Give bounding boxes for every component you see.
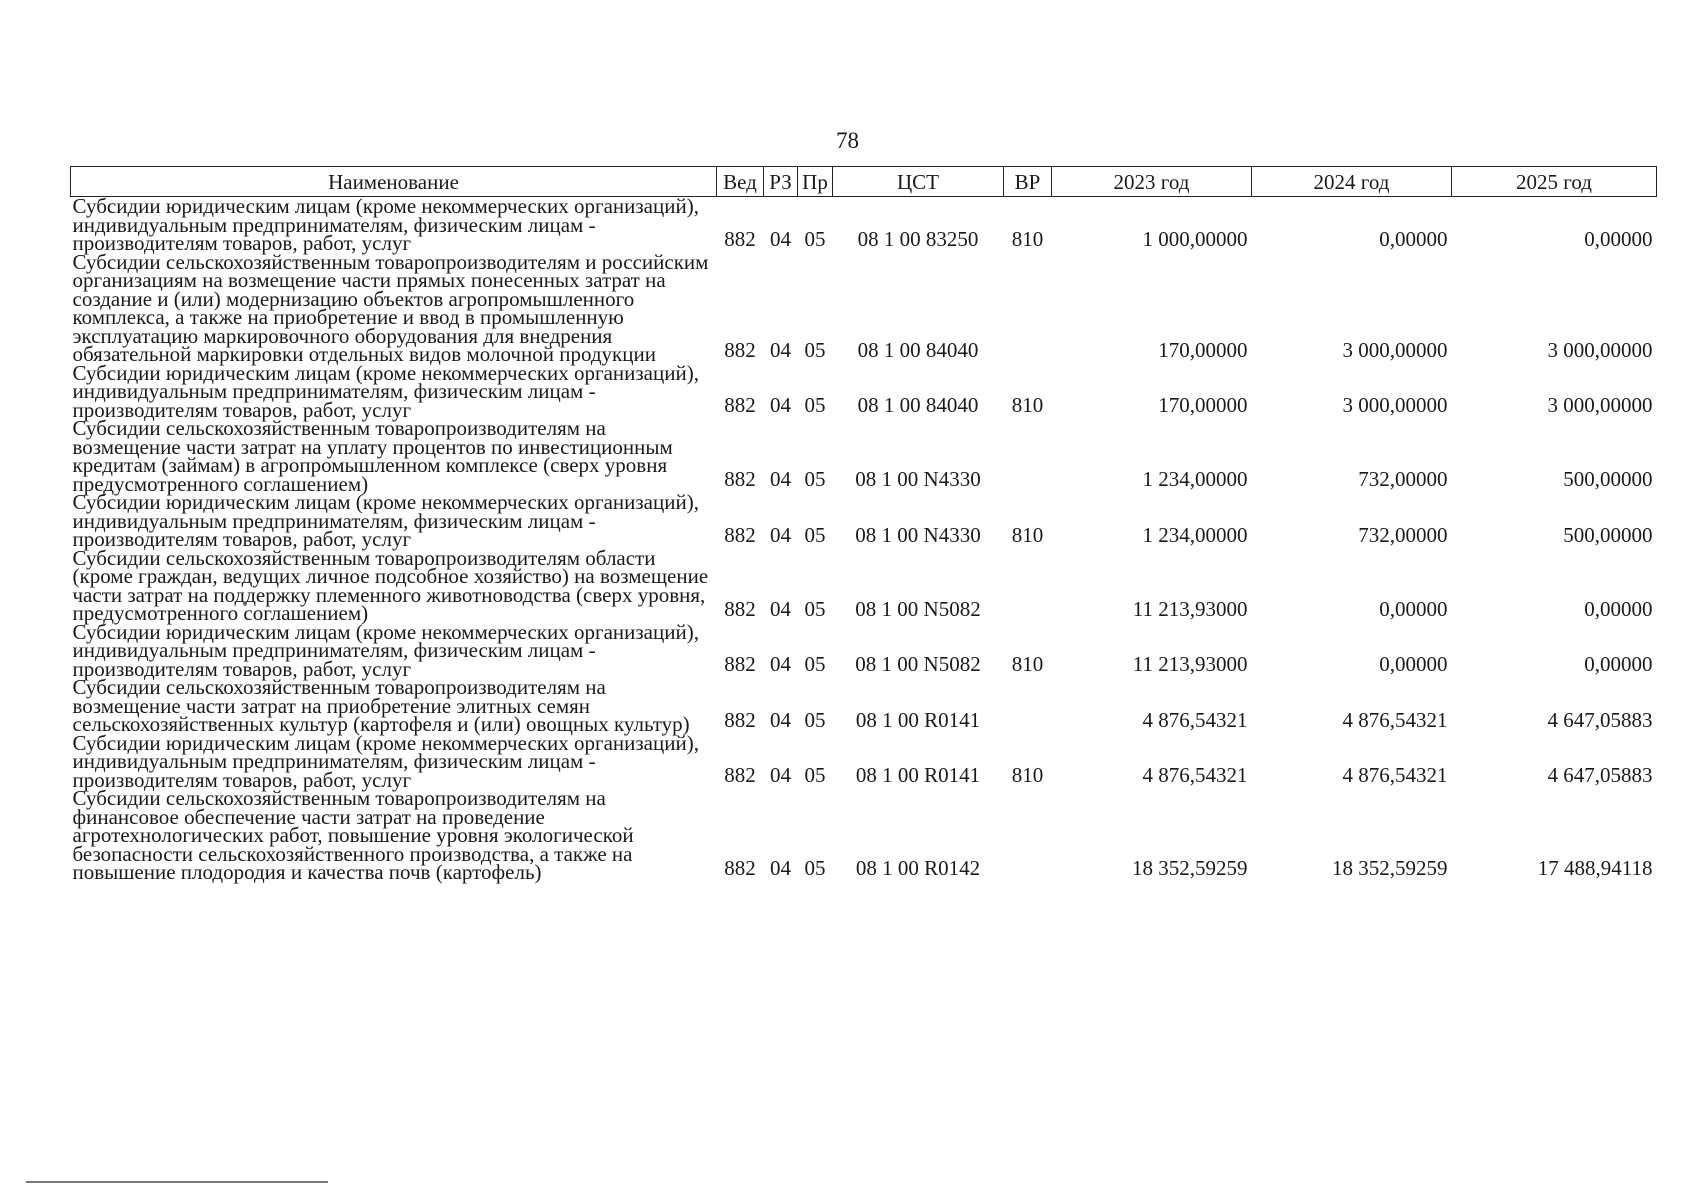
row-cst: 08 1 00 N4330 — [855, 522, 981, 547]
header-cst: ЦСТ — [833, 167, 1004, 197]
row-name: Субсидии юридическим лицам (кроме некоммерческих организаций), индивидуальным предпринимателям, физическим лицам - производителям товаров, работ, услуг — [72, 194, 699, 255]
row-2023: 1 234,00000 — [1142, 467, 1248, 491]
row-pr: 05 — [804, 522, 826, 547]
row-2024: 4 876,54321 — [1342, 707, 1448, 732]
bottom-rule — [26, 1181, 328, 1183]
row-2023: 170,00000 — [1158, 393, 1248, 417]
row-ved: 882 — [724, 707, 756, 732]
row-cst: 08 1 00 N4330 — [855, 467, 981, 491]
row-rz: 04 — [770, 652, 791, 676]
row-2023: 4 876,54321 — [1142, 763, 1248, 787]
row-rz: 04 — [770, 226, 791, 251]
table-header — [71, 167, 1657, 197]
row-pr: 05 — [804, 467, 826, 491]
row-name: Субсидии юридическим лицам (кроме некоммерческих организаций), индивидуальным предпринимателям, физическим лицам - производителям товаров, работ, услуг — [72, 360, 699, 422]
row-name: Субсидии сельскохозяйственным товаропроизводителям и российским организациям на возмещение части прямых понесенных затрат на создание и (или) модернизацию объектов агропромышленного комплекса, а также на приобретение и ввод в промышленную эксплуатацию маркировочного оборудования для внедрения обязательной маркировки отдельных видов молочной продукции — [72, 249, 709, 366]
row-pr: 05 — [804, 226, 826, 251]
table-row — [71, 678, 1657, 734]
row-name: Субсидии юридическим лицам (кроме некоммерческих организаций), индивидуальным предпринимателям, физическим лицам - производителям товаров, работ, услуг — [72, 619, 699, 681]
header-name: Наименование — [71, 167, 717, 197]
budget-table — [70, 166, 1657, 882]
row-vr: 810 — [1011, 652, 1044, 676]
row-rz: 04 — [770, 393, 791, 417]
row-2025: 0,00000 — [1584, 596, 1653, 621]
row-vr: 810 — [1011, 393, 1044, 417]
header-row — [71, 167, 1657, 197]
row-pr: 05 — [804, 393, 826, 417]
row-2024: 3 000,00000 — [1342, 393, 1448, 417]
row-name: Субсидии сельскохозяйственным товаропроизводителям области (кроме граждан, ведущих личное подсобное хозяйство) на возмещение части затрат на поддержку племенного животноводства (сверх уровня, предусмотренного соглашением) — [72, 545, 709, 625]
page-number: 78 — [836, 128, 859, 153]
row-ved: 882 — [724, 393, 756, 417]
row-pr: 05 — [804, 763, 826, 787]
row-vr — [1004, 419, 1052, 493]
row-2025: 4 647,05883 — [1547, 707, 1653, 732]
header-2023: 2023 год — [1052, 167, 1252, 197]
table-body — [71, 194, 1657, 884]
row-2023: 170,00000 — [1158, 337, 1248, 362]
row-cst: 08 1 00 84040 — [857, 337, 979, 362]
row-rz: 04 — [770, 522, 791, 547]
row-cst: 08 1 00 83250 — [857, 226, 979, 251]
row-ved: 882 — [724, 337, 756, 362]
row-2024: 732,00000 — [1358, 467, 1448, 491]
row-2024: 0,00000 — [1379, 652, 1448, 676]
row-2024: 4 876,54321 — [1342, 763, 1448, 787]
row-2024: 3 000,00000 — [1342, 337, 1448, 362]
row-vr: 810 — [1011, 226, 1044, 251]
row-rz: 04 — [770, 763, 791, 787]
row-ved: 882 — [724, 467, 756, 491]
row-pr: 05 — [804, 855, 826, 880]
row-name: Субсидии сельскохозяйственным товаропроизводителям на финансовое обеспечение части затрат на проведение агротехнологических работ, повышение уровня экологической безопасности сельскохозяйственного производства, а также на повышение плодородия и качества почв (картофель) — [72, 786, 634, 884]
header-pr: Пр — [798, 167, 833, 197]
row-2025: 500,00000 — [1563, 467, 1653, 491]
row-ved: 882 — [724, 522, 756, 547]
row-vr — [1004, 549, 1052, 623]
row-name: Субсидии сельскохозяйственным товаропроизводителям на возмещение части затрат на приобретение элитных семян сельскохозяйственных культур (картофеля и (или) овощных культур) — [72, 675, 690, 736]
row-2024: 0,00000 — [1379, 226, 1448, 251]
row-2023: 4 876,54321 — [1142, 707, 1248, 732]
row-ved: 882 — [724, 596, 756, 621]
table-row — [71, 419, 1657, 493]
row-2023: 1 234,00000 — [1142, 522, 1248, 547]
row-ved: 882 — [724, 226, 756, 251]
row-ved: 882 — [724, 855, 756, 880]
row-rz: 04 — [770, 707, 791, 732]
table-row — [71, 549, 1657, 623]
row-cst: 08 1 00 N5082 — [855, 652, 981, 676]
row-2023: 11 213,93000 — [1132, 596, 1248, 621]
row-vr: 810 — [1011, 763, 1044, 787]
row-cst: 08 1 00 R0141 — [855, 707, 981, 732]
header-rz: РЗ — [764, 167, 798, 197]
row-2025: 3 000,00000 — [1547, 337, 1653, 362]
row-pr: 05 — [804, 337, 826, 362]
header-2024: 2024 год — [1252, 167, 1452, 197]
row-cst: 08 1 00 R0141 — [855, 763, 981, 787]
row-2025: 500,00000 — [1563, 522, 1653, 547]
row-cst: 08 1 00 84040 — [857, 393, 979, 417]
row-2024: 0,00000 — [1379, 596, 1448, 621]
row-cst: 08 1 00 N5082 — [855, 596, 981, 621]
row-2024: 18 352,59259 — [1332, 855, 1448, 880]
header-ved: Вед — [717, 167, 764, 197]
row-pr: 05 — [804, 707, 826, 732]
table-row — [71, 253, 1657, 364]
row-rz: 04 — [770, 596, 791, 621]
row-rz: 04 — [770, 467, 791, 491]
row-pr: 05 — [804, 652, 826, 676]
row-2023: 18 352,59259 — [1132, 855, 1248, 880]
row-2025: 4 647,05883 — [1547, 763, 1653, 787]
header-vr: ВР — [1004, 167, 1052, 197]
row-2024: 732,00000 — [1358, 522, 1448, 547]
row-ved: 882 — [724, 652, 756, 676]
row-vr: 810 — [1011, 522, 1044, 547]
row-2025: 17 488,94118 — [1537, 855, 1653, 880]
row-rz: 04 — [770, 855, 791, 880]
row-2023: 11 213,93000 — [1132, 652, 1248, 676]
table-row — [71, 493, 1657, 549]
row-vr — [1004, 253, 1052, 364]
row-name: Субсидии юридическим лицам (кроме некоммерческих организаций), индивидуальным предпринимателям, физическим лицам - производителям товаров, работ, услуг — [72, 490, 699, 551]
table-row — [71, 734, 1657, 790]
row-pr: 05 — [804, 596, 826, 621]
table-row — [71, 197, 1657, 253]
row-2025: 0,00000 — [1584, 652, 1653, 676]
row-vr — [1004, 678, 1052, 734]
table-row — [71, 623, 1657, 679]
row-name: Субсидии сельскохозяйственным товаропроизводителям на возмещение части затрат на уплату процентов по инвестиционным кредитам (займам) в агропромышленном комплексе (сверх уровня предусмотренного соглашением) — [72, 416, 673, 496]
row-name: Субсидии юридическим лицам (кроме некоммерческих организаций), индивидуальным предпринимателям, физическим лицам - производителям товаров, работ, услуг — [72, 730, 699, 792]
row-2023: 1 000,00000 — [1142, 226, 1248, 251]
row-vr — [1004, 789, 1052, 882]
row-ved: 882 — [724, 763, 756, 787]
table-row — [71, 789, 1657, 882]
row-rz: 04 — [770, 337, 791, 362]
row-2025: 0,00000 — [1584, 226, 1653, 251]
table-row — [71, 364, 1657, 420]
row-2025: 3 000,00000 — [1547, 393, 1653, 417]
row-cst: 08 1 00 R0142 — [855, 855, 981, 880]
header-2025: 2025 год — [1452, 167, 1657, 197]
